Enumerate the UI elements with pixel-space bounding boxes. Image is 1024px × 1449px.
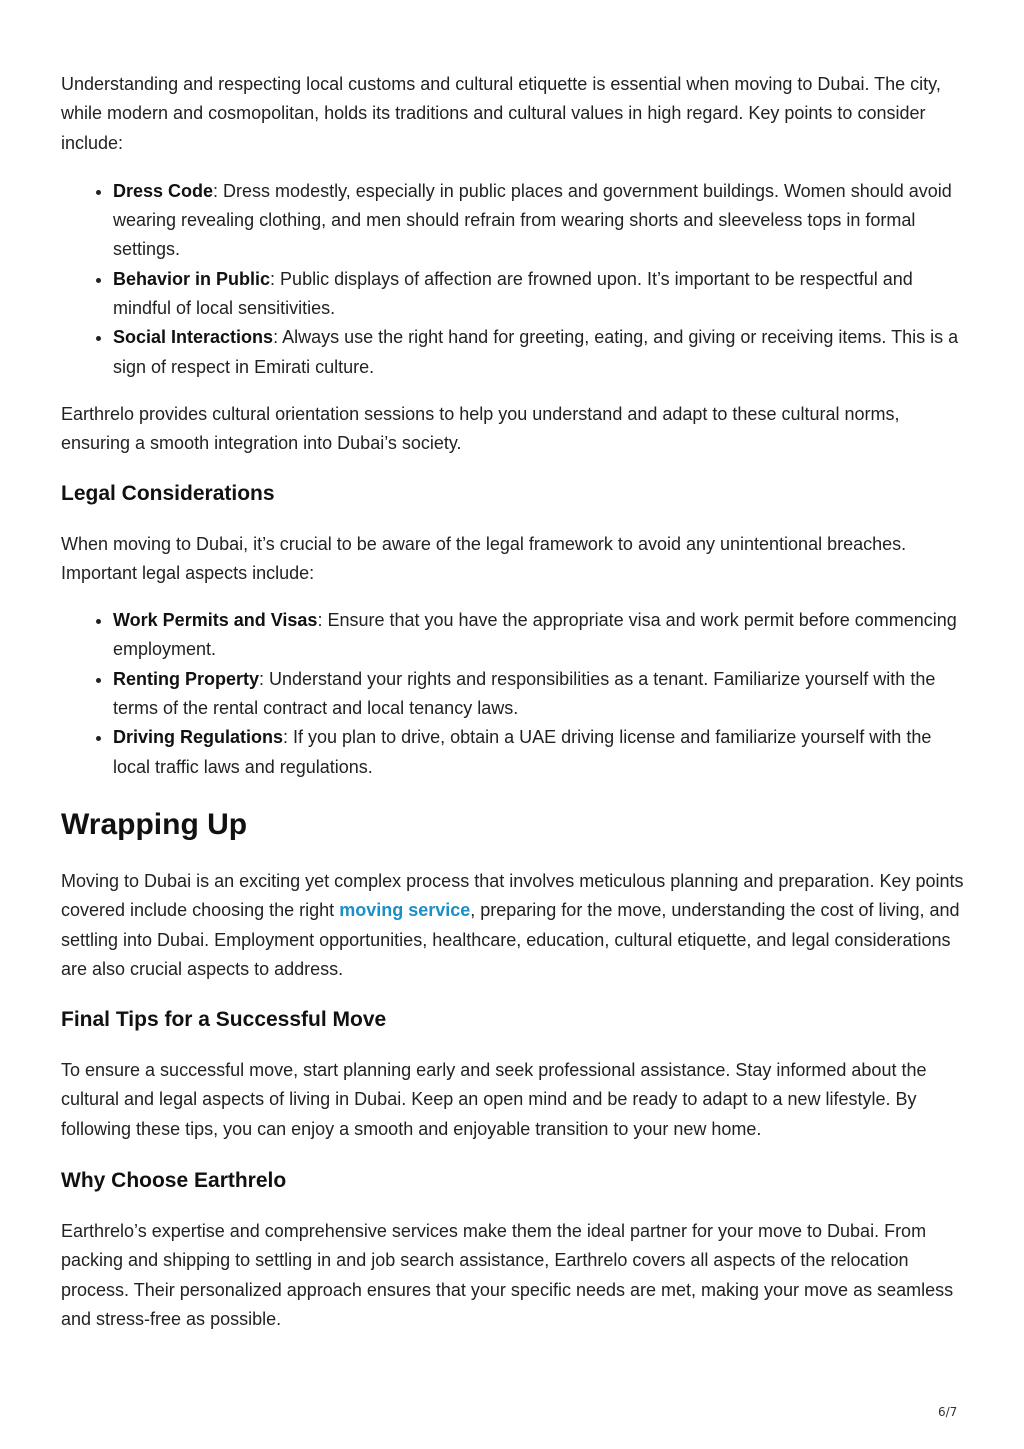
list-item-social-interactions — [113, 323, 967, 382]
wrapping-up-heading: Wrapping Up — [61, 807, 248, 841]
legal-list — [61, 606, 967, 782]
legal-paragraph: When moving to Dubai, it’s crucial to be aware of the legal framework to avoid any unintentional breaches. Important legal aspects include: — [61, 533, 907, 583]
list-item-dress-code — [113, 177, 967, 265]
intro-paragraph: Understanding and respecting local customs and cultural etiquette is essential when moving to Dubai. The city, while modern and cosmopolitan, holds its traditions and cultural values in high regard. Key points to consider include: — [61, 74, 941, 153]
list-item-term: Social Interactions — [113, 327, 274, 348]
etiquette-list — [61, 177, 967, 382]
document-page — [61, 70, 967, 1334]
orientation-paragraph: Earthrelo provides cultural orientation sessions to help you understand and adapt to these cultural norms, ensuring a smooth integration into Dubai’s society. — [61, 403, 900, 454]
final-tips-heading: Final Tips for a Successful Move — [61, 1008, 387, 1032]
list-item-text: : Always use the right hand for greeting, eating, and giving or receiving items. This is a sign of respect in Emirati culture. — [113, 327, 959, 377]
wrapping-text-before-link: Moving to Dubai is an exciting yet complex process that involves meticulous planning and preparation. Key points covered include choosing the right — [61, 870, 964, 921]
wrapping-up-paragraph — [61, 867, 967, 984]
final-tips-paragraph: To ensure a successful move, start planning early and seek professional assistance. Stay informed about the cultural and legal aspects of living in Dubai. Keep an open mind and be ready to adapt to a new lifestyle. By following these tips, you can enjoy a smooth and enjoyable transition to your new home. — [61, 1060, 927, 1139]
list-item-term: Dress Code — [113, 180, 214, 201]
list-item-term: Renting Property — [113, 668, 260, 689]
moving-service-link[interactable]: moving service — [339, 900, 471, 921]
why-choose-heading: Why Choose Earthrelo — [61, 1169, 287, 1193]
list-item-text: : Ensure that you have the appropriate visa and work permit before commencing employment. — [113, 610, 957, 660]
list-item-term: Driving Regulations — [113, 727, 284, 748]
list-item-work-permits — [113, 606, 967, 665]
wrapping-text-after-link: , preparing for the move, understanding the cost of living, and settling into Dubai. Employment opportunities, healthcare, education, cultural etiquette, and legal considerations are also crucial aspects to address. — [61, 900, 960, 979]
list-item-text: : If you plan to drive, obtain a UAE driving license and familiarize yourself with the local traffic laws and regulations. — [113, 727, 932, 777]
list-item-text: : Understand your rights and responsibilities as a tenant. Familiarize yourself with the terms of the rental contract and local tenancy laws. — [113, 668, 936, 719]
why-choose-paragraph: Earthrelo’s expertise and comprehensive services make them the ideal partner for your move to Dubai. From packing and shipping to settling in and job search assistance, Earthrelo covers all aspects of the relocation process. Their personalized approach ensures that your specific needs are met, making your move as seamless and stress-free as possible. — [61, 1221, 954, 1329]
list-item-driving-regulations — [113, 723, 967, 782]
list-item-renting-property — [113, 665, 967, 724]
list-item-text: : Dress modestly, especially in public places and government buildings. Women should avoid wearing revealing clothing, and men should refrain from wearing shorts and sleeveless tops in formal settings. — [113, 180, 952, 260]
list-item-behavior-in-public — [113, 265, 967, 324]
page-number: 6/7 — [938, 1405, 958, 1419]
legal-considerations-heading: Legal Considerations — [61, 481, 275, 505]
list-item-text: : Public displays of affection are frowned upon. It’s important to be respectful and mindful of local sensitivities. — [113, 268, 913, 319]
list-item-term: Work Permits and Visas — [113, 610, 318, 631]
list-item-term: Behavior in Public — [113, 268, 271, 289]
